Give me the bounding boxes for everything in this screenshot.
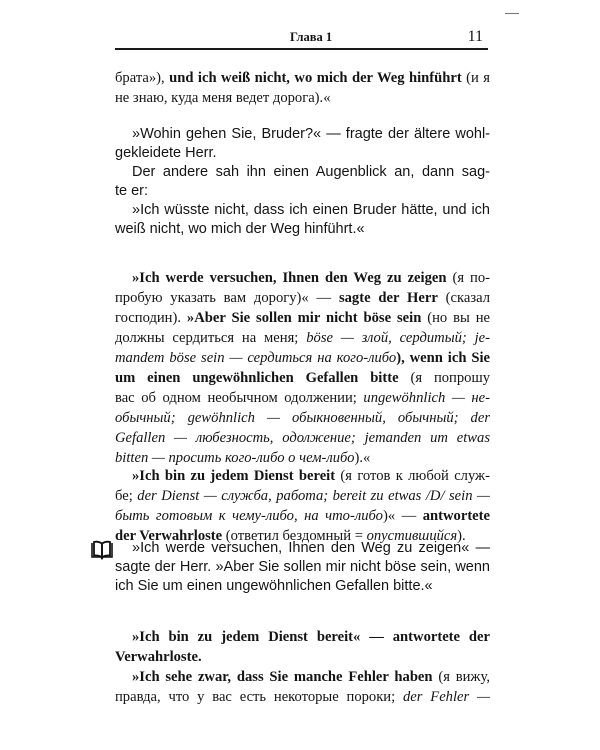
text-line: te er:: [115, 183, 149, 199]
german-phrase: um einen ungewöhnlichen Gefallen bitte: [115, 370, 399, 386]
text: (но вы не: [421, 310, 490, 326]
text: (и я: [461, 70, 490, 86]
chapter-title: Глава 1: [290, 30, 333, 44]
paragraph-plain-1: [115, 125, 490, 239]
text: (я попрошу: [398, 370, 490, 386]
gloss: bitten — просить кого-либо о чем-либо: [115, 450, 355, 466]
paragraph-annotated-4: [115, 627, 490, 707]
text: правда, что у вас есть некоторые пороки;: [115, 689, 403, 705]
text: (я по-: [446, 270, 491, 286]
gloss: ungewöhnlich — не-: [363, 390, 490, 406]
paragraph-annotated-3: [115, 466, 490, 546]
text: господин).: [115, 310, 187, 326]
text: вас об одном необычном одолжении;: [115, 390, 364, 406]
text-line: gekleidete Herr.: [115, 145, 217, 161]
gloss: быть готовым к чему-либо, на что-либо: [115, 508, 383, 524]
text-line: weiß nicht, wo mich der Weg hinführt.«: [115, 221, 365, 237]
paragraph-annotated-2: [115, 268, 490, 468]
german-phrase: »Ich bin zu jedem Dienst bereit: [132, 468, 336, 484]
text: ).: [457, 528, 466, 544]
text: ).«: [354, 450, 371, 466]
text: должны сердиться на меня;: [115, 330, 307, 346]
header-rule: [115, 48, 488, 50]
gloss: Gefallen — любезность, одолжение; jemanden um etwas: [115, 430, 490, 446]
german-phrase: und ich weiß nicht, wo mich der Weg hinführt: [169, 70, 462, 86]
open-book-icon: [90, 540, 114, 560]
page-number: 11: [467, 28, 483, 45]
paragraph-annotated-1: [115, 68, 490, 108]
text: (я готов к любой служ-: [335, 468, 490, 484]
text: (ответил бездомный =: [222, 528, 367, 544]
german-phrase: »Ich bin zu jedem Dienst bereit« — antwortete der: [132, 629, 490, 645]
german-phrase: antwortete: [422, 508, 490, 524]
text-line: ich Sie um einen ungewöhnlichen Gefallen bitte.«: [115, 578, 433, 594]
text-line: не знаю, куда меня ведет дорога).«: [115, 90, 331, 106]
running-head: [115, 28, 485, 48]
text-line: sagte der Herr. »Aber Sie sollen mir nicht böse sein, wenn: [115, 559, 490, 575]
text-line: »Ich wüsste nicht, dass ich einen Bruder hätte, und ich: [132, 202, 490, 218]
paragraph-plain-2: [115, 539, 490, 596]
gloss: обычный; gewöhnlich — обыкновенный, обычный; der: [115, 410, 490, 426]
german-phrase: »Ich sehe zwar, dass Sie manche Fehler haben: [132, 669, 433, 685]
german-phrase: Verwahrloste.: [115, 649, 202, 665]
text: пробую указать вам дорогу)« —: [115, 290, 339, 306]
text: (я вижу,: [432, 669, 490, 685]
scan-mark: [505, 13, 519, 14]
german-phrase: »Ich werde versuchen, Ihnen den Weg zu zeigen: [132, 270, 447, 286]
text: бе;: [115, 488, 138, 504]
german-phrase: der Verwahrloste: [115, 528, 223, 544]
text: (сказал: [437, 290, 490, 306]
gloss: böse — злой, сердитый; je-: [306, 330, 490, 346]
gloss: der Dienst — служба, работа; bereit zu etwas /D/ sein —: [137, 488, 490, 504]
german-phrase: ), wenn ich Sie: [396, 350, 490, 366]
text-line: Der andere sah ihn einen Augenblick an, dann sag-: [132, 164, 490, 180]
text: )« —: [382, 508, 423, 524]
gloss: опустившийся: [366, 528, 458, 544]
text-line: »Ich werde versuchen, Ihnen den Weg zu zeigen« —: [132, 540, 490, 556]
text-line: »Wohin gehen Sie, Bruder?« — fragte der ältere wohl-: [132, 126, 490, 142]
german-phrase: sagte der Herr: [338, 290, 438, 306]
gloss: der Fehler —: [403, 689, 490, 705]
german-phrase: »Aber Sie sollen mir nicht böse sein: [186, 310, 422, 326]
text: брата»),: [115, 70, 170, 86]
gloss: mandem böse sein — сердиться на кого-либо: [115, 350, 397, 366]
